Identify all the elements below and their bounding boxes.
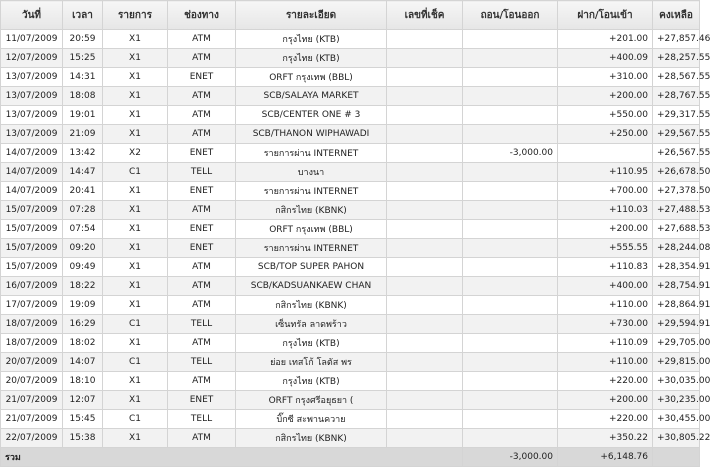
cell-detail: บางนา (236, 163, 387, 182)
table-row (1, 372, 700, 391)
column-header-balance[interactable]: คงเหลือ (653, 1, 700, 30)
table-row (1, 182, 700, 201)
cell-balance: +29,815.00 (653, 353, 700, 372)
cell-detail: กรุงไทย (KTB) (236, 49, 387, 68)
total-row (1, 448, 700, 467)
cell-time: 19:09 (63, 296, 103, 315)
cell-detail: เซ็นทรัล ลาดพร้าว (236, 315, 387, 334)
cell-detail: รายการผ่าน INTERNET (236, 239, 387, 258)
table-row (1, 201, 700, 220)
cell-withdraw (463, 87, 558, 106)
cell-deposit: +700.00 (558, 182, 653, 201)
cell-channel: ATM (168, 372, 236, 391)
cell-channel: TELL (168, 315, 236, 334)
cell-cheque-no (387, 296, 463, 315)
cell-channel: ATM (168, 87, 236, 106)
cell-balance: +29,567.55 (653, 125, 700, 144)
cell-withdraw (463, 68, 558, 87)
cell-deposit: +350.22 (558, 429, 653, 448)
cell-time: 07:28 (63, 201, 103, 220)
cell-withdraw (463, 239, 558, 258)
cell-date: 13/07/2009 (1, 125, 63, 144)
cell-detail: กรุงไทย (KTB) (236, 334, 387, 353)
cell-channel: ATM (168, 49, 236, 68)
cell-time: 16:29 (63, 315, 103, 334)
cell-type: C1 (103, 315, 168, 334)
cell-type: C1 (103, 410, 168, 429)
cell-cheque-no (387, 87, 463, 106)
cell-type: X1 (103, 220, 168, 239)
cell-cheque-no (387, 68, 463, 87)
cell-withdraw (463, 353, 558, 372)
cell-deposit: +200.00 (558, 391, 653, 410)
cell-type: X1 (103, 277, 168, 296)
cell-cheque-no (387, 163, 463, 182)
table-row (1, 258, 700, 277)
cell-date: 14/07/2009 (1, 182, 63, 201)
cell-channel: ENET (168, 391, 236, 410)
cell-balance: +28,354.91 (653, 258, 700, 277)
table-row (1, 410, 700, 429)
cell-detail: กสิกรไทย (KBNK) (236, 429, 387, 448)
cell-withdraw (463, 372, 558, 391)
cell-time: 18:02 (63, 334, 103, 353)
cell-withdraw (463, 30, 558, 49)
cell-withdraw (463, 296, 558, 315)
cell-time: 18:22 (63, 277, 103, 296)
cell-date: 20/07/2009 (1, 372, 63, 391)
cell-deposit: +110.00 (558, 296, 653, 315)
cell-type: X1 (103, 372, 168, 391)
cell-time: 09:20 (63, 239, 103, 258)
cell-balance: +30,035.00 (653, 372, 700, 391)
cell-channel: ATM (168, 334, 236, 353)
cell-date: 13/07/2009 (1, 106, 63, 125)
cell-withdraw (463, 258, 558, 277)
table-row (1, 125, 700, 144)
cell-date: 22/07/2009 (1, 429, 63, 448)
table-row (1, 68, 700, 87)
cell-date: 14/07/2009 (1, 163, 63, 182)
cell-type: C1 (103, 163, 168, 182)
cell-date: 15/07/2009 (1, 258, 63, 277)
cell-date: 14/07/2009 (1, 144, 63, 163)
cell-cheque-no (387, 30, 463, 49)
cell-balance: +26,567.55 (653, 144, 700, 163)
table-row (1, 106, 700, 125)
cell-channel: ATM (168, 258, 236, 277)
cell-type: X1 (103, 201, 168, 220)
cell-cheque-no (387, 410, 463, 429)
cell-date: 11/07/2009 (1, 30, 63, 49)
cell-cheque-no (387, 353, 463, 372)
cell-deposit: +110.03 (558, 201, 653, 220)
cell-balance: +27,688.53 (653, 220, 700, 239)
cell-withdraw (463, 315, 558, 334)
cell-deposit: +400.09 (558, 49, 653, 68)
cell-detail: ORFT กรุงเทพ (BBL) (236, 68, 387, 87)
cell-balance: +29,594.91 (653, 315, 700, 334)
cell-detail: ย่อย เทสโก้ โลตัส พร (236, 353, 387, 372)
cell-deposit: +110.09 (558, 334, 653, 353)
cell-cheque-no (387, 49, 463, 68)
cell-channel: ATM (168, 30, 236, 49)
cell-detail: SCB/TOP SUPER PAHON (236, 258, 387, 277)
cell-deposit: +201.00 (558, 30, 653, 49)
cell-detail: กสิกรไทย (KBNK) (236, 296, 387, 315)
table-row (1, 315, 700, 334)
cell-type: X1 (103, 296, 168, 315)
cell-channel: ENET (168, 239, 236, 258)
cell-cheque-no (387, 315, 463, 334)
cell-cheque-no (387, 220, 463, 239)
table-row (1, 334, 700, 353)
cell-balance: +30,235.00 (653, 391, 700, 410)
cell-detail: รายการผ่าน INTERNET (236, 182, 387, 201)
cell-time: 15:38 (63, 429, 103, 448)
cell-withdraw (463, 410, 558, 429)
cell-date: 15/07/2009 (1, 220, 63, 239)
cell-withdraw (463, 106, 558, 125)
table-row (1, 277, 700, 296)
total-deposit: +6,148.76 (558, 448, 653, 467)
cell-date: 16/07/2009 (1, 277, 63, 296)
table-row (1, 239, 700, 258)
cell-type: X1 (103, 30, 168, 49)
cell-time: 13:42 (63, 144, 103, 163)
column-header-type[interactable]: รายการ (103, 1, 168, 30)
cell-channel: TELL (168, 410, 236, 429)
cell-time: 20:41 (63, 182, 103, 201)
cell-detail: รายการผ่าน INTERNET (236, 144, 387, 163)
cell-cheque-no (387, 391, 463, 410)
cell-cheque-no (387, 429, 463, 448)
cell-detail: กรุงไทย (KTB) (236, 372, 387, 391)
cell-deposit: +220.00 (558, 372, 653, 391)
cell-type: X2 (103, 144, 168, 163)
cell-balance: +26,678.50 (653, 163, 700, 182)
cell-type: X1 (103, 125, 168, 144)
cell-balance: +29,705.00 (653, 334, 700, 353)
table-row (1, 296, 700, 315)
cell-withdraw (463, 277, 558, 296)
cell-channel: ENET (168, 144, 236, 163)
cell-date: 18/07/2009 (1, 315, 63, 334)
total-label: รวม (1, 448, 463, 467)
cell-detail: SCB/CENTER ONE # 3 (236, 106, 387, 125)
cell-time: 12:07 (63, 391, 103, 410)
cell-time: 21:09 (63, 125, 103, 144)
column-header-withdraw[interactable]: ถอน/โอนออก (463, 1, 558, 30)
table-row (1, 87, 700, 106)
cell-type: X1 (103, 49, 168, 68)
cell-withdraw (463, 49, 558, 68)
cell-channel: ATM (168, 296, 236, 315)
cell-detail: กรุงไทย (KTB) (236, 30, 387, 49)
cell-type: X1 (103, 239, 168, 258)
cell-cheque-no (387, 239, 463, 258)
cell-channel: ATM (168, 106, 236, 125)
cell-channel: ATM (168, 125, 236, 144)
cell-type: X1 (103, 391, 168, 410)
table-row (1, 429, 700, 448)
cell-withdraw (463, 182, 558, 201)
cell-cheque-no (387, 258, 463, 277)
cell-type: X1 (103, 429, 168, 448)
cell-time: 07:54 (63, 220, 103, 239)
cell-balance: +30,805.22 (653, 429, 700, 448)
cell-date: 21/07/2009 (1, 391, 63, 410)
cell-channel: ATM (168, 429, 236, 448)
column-header-cheque-no[interactable]: เลขที่เช็ค (387, 1, 463, 30)
total-balance (653, 448, 700, 467)
column-header-channel[interactable]: ช่องทาง (168, 1, 236, 30)
cell-deposit (558, 144, 653, 163)
cell-channel: ENET (168, 182, 236, 201)
cell-detail: บิ๊กซี สะพานควาย (236, 410, 387, 429)
cell-cheque-no (387, 372, 463, 391)
cell-withdraw (463, 163, 558, 182)
table-row (1, 144, 700, 163)
cell-balance: +30,455.00 (653, 410, 700, 429)
cell-time: 19:01 (63, 106, 103, 125)
cell-cheque-no (387, 144, 463, 163)
cell-detail: ORFT กรุงศรีอยุธยา ( (236, 391, 387, 410)
cell-date: 21/07/2009 (1, 410, 63, 429)
table-row (1, 391, 700, 410)
cell-date: 20/07/2009 (1, 353, 63, 372)
cell-channel: TELL (168, 353, 236, 372)
cell-date: 15/07/2009 (1, 239, 63, 258)
cell-time: 14:07 (63, 353, 103, 372)
cell-deposit: +730.00 (558, 315, 653, 334)
cell-date: 17/07/2009 (1, 296, 63, 315)
cell-type: X1 (103, 106, 168, 125)
table-row (1, 220, 700, 239)
cell-cheque-no (387, 277, 463, 296)
cell-deposit: +220.00 (558, 410, 653, 429)
cell-time: 18:08 (63, 87, 103, 106)
cell-deposit: +200.00 (558, 220, 653, 239)
cell-time: 20:59 (63, 30, 103, 49)
cell-channel: TELL (168, 163, 236, 182)
cell-withdraw (463, 220, 558, 239)
cell-balance: +28,244.08 (653, 239, 700, 258)
cell-balance: +27,488.53 (653, 201, 700, 220)
cell-balance: +28,567.55 (653, 68, 700, 87)
column-header-deposit[interactable]: ฝาก/โอนเข้า (558, 1, 653, 30)
cell-cheque-no (387, 182, 463, 201)
cell-detail: SCB/SALAYA MARKET (236, 87, 387, 106)
cell-deposit: +555.55 (558, 239, 653, 258)
cell-type: X1 (103, 334, 168, 353)
cell-cheque-no (387, 125, 463, 144)
table-row (1, 353, 700, 372)
cell-balance: +27,857.46 (653, 30, 700, 49)
cell-detail: ORFT กรุงเทพ (BBL) (236, 220, 387, 239)
column-header-detail[interactable]: รายละเอียด (236, 1, 387, 30)
cell-withdraw: -3,000.00 (463, 144, 558, 163)
table-row (1, 49, 700, 68)
cell-balance: +27,378.50 (653, 182, 700, 201)
cell-cheque-no (387, 106, 463, 125)
cell-withdraw (463, 125, 558, 144)
cell-date: 18/07/2009 (1, 334, 63, 353)
cell-channel: ATM (168, 201, 236, 220)
column-header-time[interactable]: เวลา (63, 1, 103, 30)
cell-time: 18:10 (63, 372, 103, 391)
cell-deposit: +110.00 (558, 353, 653, 372)
cell-date: 12/07/2009 (1, 49, 63, 68)
table-row (1, 30, 700, 49)
cell-withdraw (463, 391, 558, 410)
cell-date: 13/07/2009 (1, 68, 63, 87)
cell-date: 15/07/2009 (1, 201, 63, 220)
cell-time: 15:45 (63, 410, 103, 429)
cell-deposit: +550.00 (558, 106, 653, 125)
cell-deposit: +250.00 (558, 125, 653, 144)
cell-balance: +28,257.55 (653, 49, 700, 68)
cell-type: X1 (103, 87, 168, 106)
cell-channel: ENET (168, 220, 236, 239)
cell-type: C1 (103, 353, 168, 372)
cell-type: X1 (103, 258, 168, 277)
cell-deposit: +110.83 (558, 258, 653, 277)
cell-balance: +29,317.55 (653, 106, 700, 125)
cell-deposit: +200.00 (558, 87, 653, 106)
table-row (1, 163, 700, 182)
cell-detail: กสิกรไทย (KBNK) (236, 201, 387, 220)
column-header-date[interactable]: วันที่ (1, 1, 63, 30)
cell-detail: SCB/THANON WIPHAWADI (236, 125, 387, 144)
cell-deposit: +400.00 (558, 277, 653, 296)
table-header-row (1, 1, 700, 30)
cell-cheque-no (387, 334, 463, 353)
cell-deposit: +110.95 (558, 163, 653, 182)
cell-time: 09:49 (63, 258, 103, 277)
cell-time: 14:47 (63, 163, 103, 182)
cell-time: 15:25 (63, 49, 103, 68)
cell-withdraw (463, 201, 558, 220)
total-withdraw: -3,000.00 (463, 448, 558, 467)
cell-type: X1 (103, 68, 168, 87)
cell-channel: ENET (168, 68, 236, 87)
cell-type: X1 (103, 182, 168, 201)
cell-channel: ATM (168, 277, 236, 296)
cell-cheque-no (387, 201, 463, 220)
cell-detail: SCB/KADSUANKAEW CHAN (236, 277, 387, 296)
cell-balance: +28,754.91 (653, 277, 700, 296)
cell-withdraw (463, 429, 558, 448)
cell-time: 14:31 (63, 68, 103, 87)
cell-balance: +28,767.55 (653, 87, 700, 106)
cell-withdraw (463, 334, 558, 353)
cell-balance: +28,864.91 (653, 296, 700, 315)
cell-date: 13/07/2009 (1, 87, 63, 106)
cell-deposit: +310.00 (558, 68, 653, 87)
